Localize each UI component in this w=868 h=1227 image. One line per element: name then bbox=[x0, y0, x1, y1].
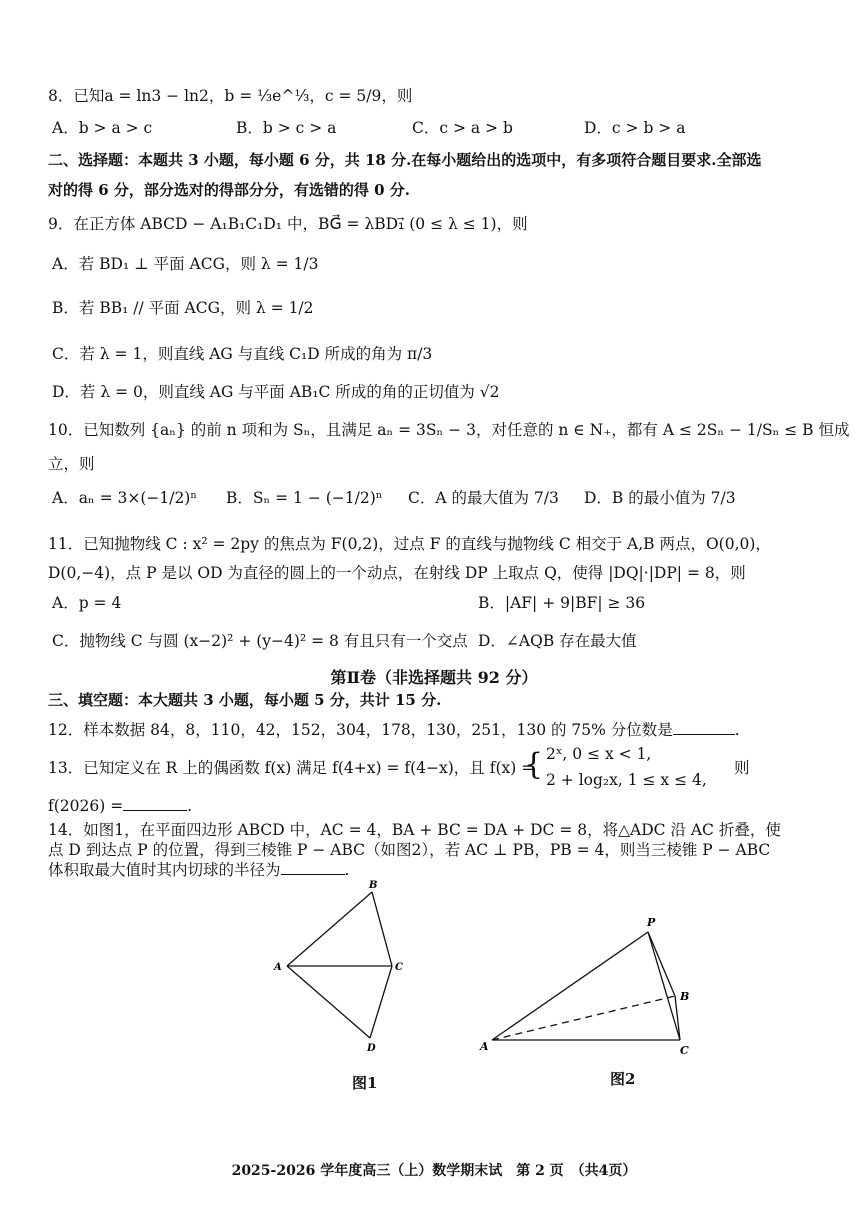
q9-option-b: B．若 BB₁ // 平面 ACG，则 λ = 1/2 bbox=[52, 299, 314, 317]
fig2-caption: 图2 bbox=[610, 1070, 636, 1088]
q12-line: 12．样本数据 84，8，110，42，152，304，178，130，251，130 的 75% 分位数是 . bbox=[48, 721, 740, 739]
fig2-edge-pb bbox=[648, 932, 675, 996]
q9-option-a: A．若 BD₁ ⊥ 平面 ACG，则 λ = 1/3 bbox=[52, 255, 319, 273]
part2-title: 第Ⅱ卷（非选择题共 92 分） bbox=[330, 668, 538, 687]
fig2-label-c: C bbox=[680, 1044, 689, 1057]
q8-option-c: C．c > a > b bbox=[412, 119, 513, 137]
q10-option-c: C．A 的最大值为 7/3 bbox=[408, 489, 559, 507]
q11-option-d: D．∠AQB 存在最大值 bbox=[478, 632, 637, 650]
fig2-label-a: A bbox=[480, 1040, 489, 1053]
q14-line-3: 体积取最大值时其内切球的半径为 bbox=[48, 861, 281, 879]
q8-stem: 8．已知a = ln3 − ln2，b = ⅓e^⅓，c = 5/9，则 bbox=[48, 87, 413, 105]
fig1-caption: 图1 bbox=[352, 1074, 378, 1092]
q10-option-b: B．Sₙ = 1 − (−1/2)ⁿ bbox=[226, 489, 383, 507]
section2-line2: 对的得 6 分，部分选对的得部分分，有选错的得 0 分. bbox=[48, 181, 410, 199]
fig1-label-c: C bbox=[395, 962, 403, 973]
q8-option-d: D．c > b > a bbox=[584, 119, 686, 137]
q14-line-2: 点 D 到达点 P 的位置，得到三棱锥 P − ABC（如图2），若 AC ⊥ PB，PB = 4，则当三棱锥 P − ABC bbox=[48, 841, 771, 859]
section3-heading: 三、填空题：本大题共 3 小题，每小题 5 分，共计 15 分. bbox=[48, 691, 442, 709]
fig1-edge-dc bbox=[370, 966, 392, 1038]
fig2-edge-ap bbox=[492, 932, 648, 1040]
q14-line-3-wrap: 体积取最大值时其内切球的半径为 . bbox=[48, 861, 350, 879]
q13-stem: 13．已知定义在 R 上的偶函数 f(x) 满足 f(4+x) = f(4−x)，且 f(x) = bbox=[48, 759, 535, 777]
q10-stem: 10．已知数列 {aₙ} 的前 n 项和为 Sₙ，且满足 aₙ = 3Sₙ − 3，对任意的 n ∈ N₊，都有 A ≤ 2Sₙ − 1/Sₙ ≤ B 恒成 bbox=[48, 421, 850, 439]
fig1-label-a: A bbox=[274, 962, 282, 973]
q13-answer-blank bbox=[123, 796, 187, 811]
figure-1 bbox=[270, 875, 420, 1060]
q8-option-a: A．b > a > c bbox=[52, 119, 153, 137]
fig1-edge-ad bbox=[287, 966, 370, 1038]
q13-tail: 则 bbox=[734, 759, 750, 777]
q11-stem-2: D(0,−4)，点 P 是以 OD 为直径的圆上的一个动点，在射线 DP 上取点 Q，使得 |DQ|·|DP| = 8，则 bbox=[48, 564, 746, 582]
q14-answer-blank bbox=[281, 860, 345, 875]
q10-option-d: D．B 的最小值为 7/3 bbox=[584, 489, 736, 507]
q11-stem: 11．已知抛物线 C : x² = 2py 的焦点为 F(0,2)，过点 F 的直线与抛物线 C 相交于 A,B 两点，O(0,0)， bbox=[48, 535, 771, 553]
q8-option-b: B．b > c > a bbox=[236, 119, 337, 137]
fig2-edge-pc bbox=[648, 932, 680, 1040]
q11-option-b: B．|AF| + 9|BF| ≥ 36 bbox=[478, 594, 646, 612]
q14-line-1: 14．如图1，在平面四边形 ABCD 中，AC = 4，BA + BC = DA + DC = 8，将△ADC 沿 AC 折叠，使 bbox=[48, 821, 781, 839]
q12-answer-blank bbox=[673, 720, 735, 735]
q9-stem: 9．在正方体 ABCD − A₁B₁C₁D₁ 中，BG⃗ = λBD₁⃗ (0 ≤ λ ≤ 1)，则 bbox=[48, 215, 528, 233]
fig2-label-b: B bbox=[680, 990, 690, 1003]
q13-case-2: 2 + log₂x, 1 ≤ x ≤ 4, bbox=[546, 771, 707, 789]
fig2-label-p: P bbox=[647, 916, 656, 929]
q13-f2026: f(2026) = bbox=[48, 797, 124, 815]
q13-case-1: 2ˣ, 0 ≤ x < 1, bbox=[546, 745, 652, 763]
q9-option-c: C．若 λ = 1，则直线 AG 与直线 C₁D 所成的角为 π/3 bbox=[52, 345, 433, 363]
q10-option-a: A．aₙ = 3×(−1/2)ⁿ bbox=[52, 489, 198, 507]
section2-line1: 二、选择题：本题共 3 小题，每小题 6 分，共 18 分.在每小题给出的选项中，有多项符合题目要求.全部选 bbox=[48, 151, 762, 169]
fig1-label-b: B bbox=[369, 880, 378, 891]
q13-brace: { bbox=[524, 747, 544, 782]
q10-stem-2: 立，则 bbox=[48, 455, 95, 473]
q12-text: 12．样本数据 84，8，110，42，152，304，178，130，251，130 的 75% 分位数是 bbox=[48, 721, 673, 739]
fig1-label-d: D bbox=[367, 1043, 376, 1054]
q9-option-d: D．若 λ = 0，则直线 AG 与平面 AB₁C 所成的角的正切值为 √2 bbox=[52, 383, 500, 401]
fig1-edge-ab bbox=[287, 892, 372, 966]
q11-option-a: A．p = 4 bbox=[52, 594, 122, 612]
page-footer: 2025-2026 学年度高三（上）数学期末试 第 2 页 （共4页） bbox=[231, 1163, 637, 1179]
q13-line-2: f(2026) = . bbox=[48, 797, 193, 815]
fig1-edge-bc bbox=[372, 892, 392, 966]
fig2-edge-ab-hidden bbox=[492, 996, 675, 1040]
q11-option-c: C．抛物线 C 与圆 (x−2)² + (y−4)² = 8 有且只有一个交点 bbox=[52, 632, 468, 650]
figure-2 bbox=[470, 910, 710, 1065]
